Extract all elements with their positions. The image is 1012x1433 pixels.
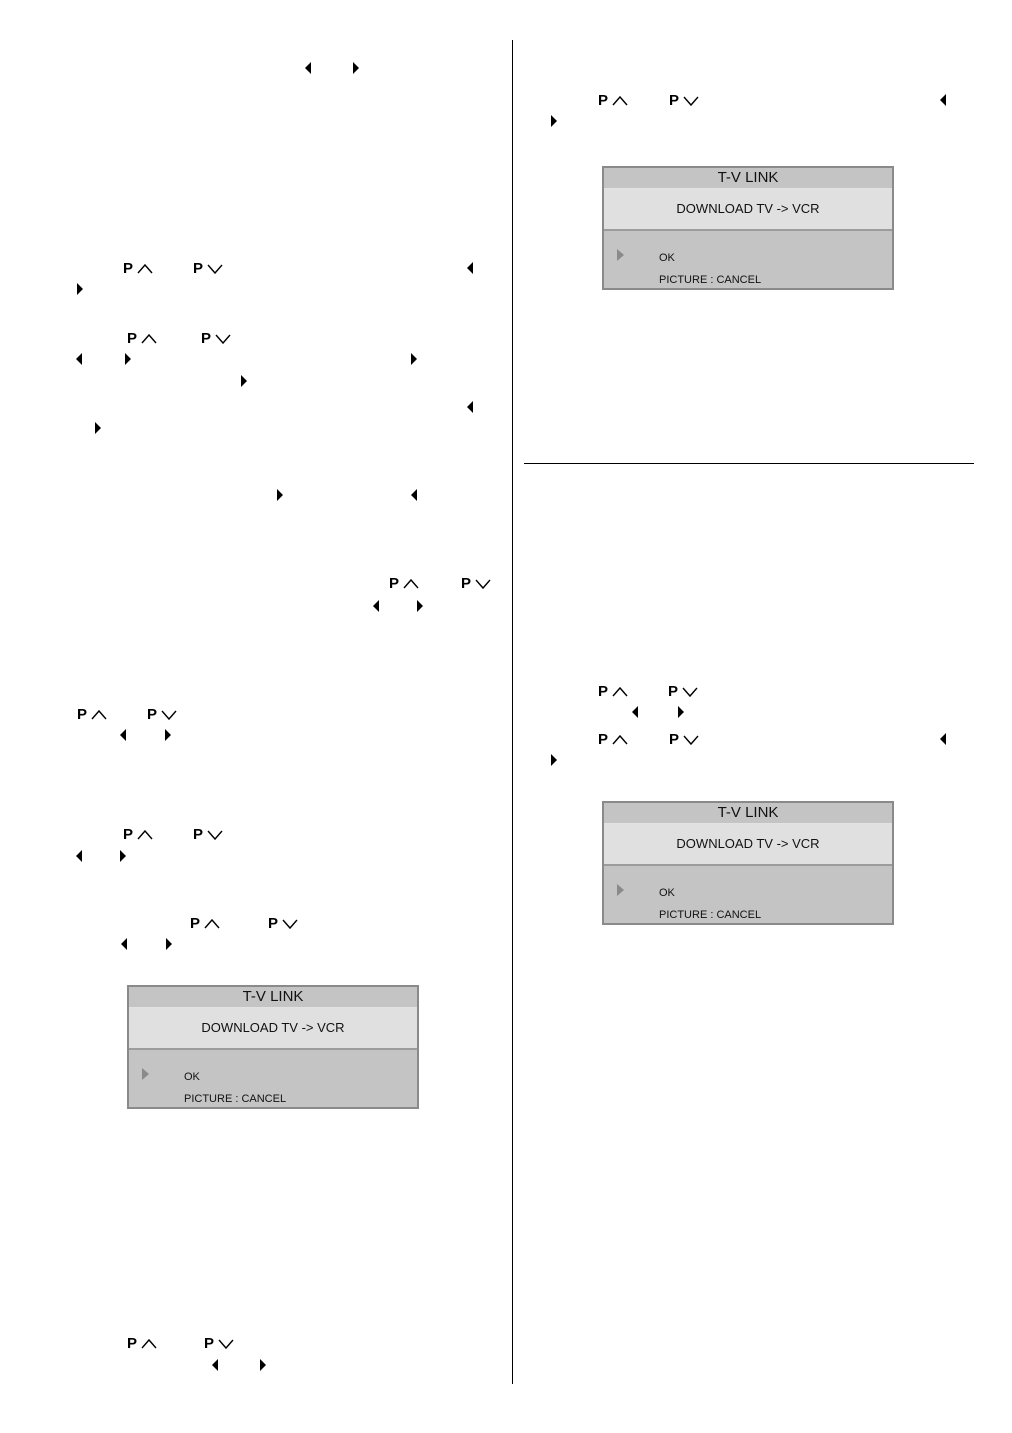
triangle-left-icon xyxy=(632,706,638,718)
p-down-key: P xyxy=(147,707,178,723)
triangle-right-icon xyxy=(125,353,131,365)
caret-up-icon xyxy=(611,734,629,746)
dialog-subtitle: DOWNLOAD TV -> VCR xyxy=(604,824,892,866)
triangle-left-icon xyxy=(411,489,417,501)
selection-arrow-icon xyxy=(617,249,624,261)
column-divider xyxy=(512,40,513,1384)
p-down-key: P xyxy=(668,684,699,700)
triangle-left-icon xyxy=(940,94,946,106)
dialog-cancel-option[interactable]: PICTURE : CANCEL xyxy=(184,1093,287,1105)
triangle-left-icon xyxy=(305,62,311,74)
p-down-key: P xyxy=(461,576,492,592)
p-down-key: P xyxy=(193,827,224,843)
p-up-key: P xyxy=(123,261,154,277)
triangle-right-icon xyxy=(260,1359,266,1371)
triangle-left-icon xyxy=(212,1359,218,1371)
caret-down-icon xyxy=(474,578,492,590)
caret-down-icon xyxy=(206,263,224,275)
triangle-left-icon xyxy=(940,733,946,745)
p-down-key: P xyxy=(193,261,224,277)
dialog-ok-option[interactable]: OK xyxy=(184,1071,200,1083)
p-up-key: P xyxy=(598,93,629,109)
caret-up-icon xyxy=(136,829,154,841)
dialog-title: T-V LINK xyxy=(604,168,892,189)
dialog-cancel-option[interactable]: PICTURE : CANCEL xyxy=(659,274,762,286)
selection-arrow-icon xyxy=(142,1068,149,1080)
p-down-key: P xyxy=(669,732,700,748)
caret-up-icon xyxy=(90,709,108,721)
tv-link-dialog xyxy=(602,166,894,290)
triangle-right-icon xyxy=(551,115,557,127)
triangle-left-icon xyxy=(467,401,473,413)
dialog-ok-option[interactable]: OK xyxy=(659,252,675,264)
caret-down-icon xyxy=(682,95,700,107)
triangle-left-icon xyxy=(467,262,473,274)
triangle-right-icon xyxy=(277,489,283,501)
triangle-right-icon xyxy=(241,375,247,387)
triangle-left-icon xyxy=(76,850,82,862)
selection-arrow-icon xyxy=(617,884,624,896)
tv-link-dialog xyxy=(127,985,419,1109)
triangle-right-icon xyxy=(417,600,423,612)
dialog-title: T-V LINK xyxy=(129,987,417,1008)
p-up-key: P xyxy=(190,916,221,932)
triangle-right-icon xyxy=(120,850,126,862)
triangle-left-icon xyxy=(120,729,126,741)
caret-down-icon xyxy=(281,918,299,930)
triangle-right-icon xyxy=(678,706,684,718)
triangle-left-icon xyxy=(121,938,127,950)
dialog-title: T-V LINK xyxy=(604,803,892,824)
dialog-body xyxy=(604,231,892,288)
triangle-right-icon xyxy=(77,283,83,295)
dialog-ok-option[interactable]: OK xyxy=(659,887,675,899)
triangle-right-icon xyxy=(551,754,557,766)
triangle-right-icon xyxy=(165,729,171,741)
dialog-body xyxy=(129,1050,417,1107)
caret-down-icon xyxy=(160,709,178,721)
caret-down-icon xyxy=(682,734,700,746)
triangle-left-icon xyxy=(373,600,379,612)
p-down-key: P xyxy=(204,1336,235,1352)
triangle-right-icon xyxy=(353,62,359,74)
caret-down-icon xyxy=(217,1338,235,1350)
caret-down-icon xyxy=(214,333,232,345)
dialog-subtitle: DOWNLOAD TV -> VCR xyxy=(129,1008,417,1050)
triangle-right-icon xyxy=(166,938,172,950)
p-up-key: P xyxy=(127,1336,158,1352)
p-down-key: P xyxy=(201,331,232,347)
p-up-key: P xyxy=(127,331,158,347)
caret-up-icon xyxy=(140,333,158,345)
caret-up-icon xyxy=(136,263,154,275)
caret-down-icon xyxy=(206,829,224,841)
p-up-key: P xyxy=(598,732,629,748)
tv-link-dialog xyxy=(602,801,894,925)
triangle-left-icon xyxy=(76,353,82,365)
p-up-key: P xyxy=(598,684,629,700)
caret-up-icon xyxy=(611,95,629,107)
p-up-key: P xyxy=(389,576,420,592)
dialog-cancel-option[interactable]: PICTURE : CANCEL xyxy=(659,909,762,921)
caret-up-icon xyxy=(402,578,420,590)
section-divider xyxy=(524,463,974,464)
p-up-key: P xyxy=(123,827,154,843)
dialog-body xyxy=(604,866,892,923)
dialog-subtitle: DOWNLOAD TV -> VCR xyxy=(604,189,892,231)
caret-down-icon xyxy=(681,686,699,698)
p-down-key: P xyxy=(268,916,299,932)
triangle-right-icon xyxy=(95,422,101,434)
p-down-key: P xyxy=(669,93,700,109)
caret-up-icon xyxy=(611,686,629,698)
caret-up-icon xyxy=(203,918,221,930)
triangle-right-icon xyxy=(411,353,417,365)
caret-up-icon xyxy=(140,1338,158,1350)
p-up-key: P xyxy=(77,707,108,723)
